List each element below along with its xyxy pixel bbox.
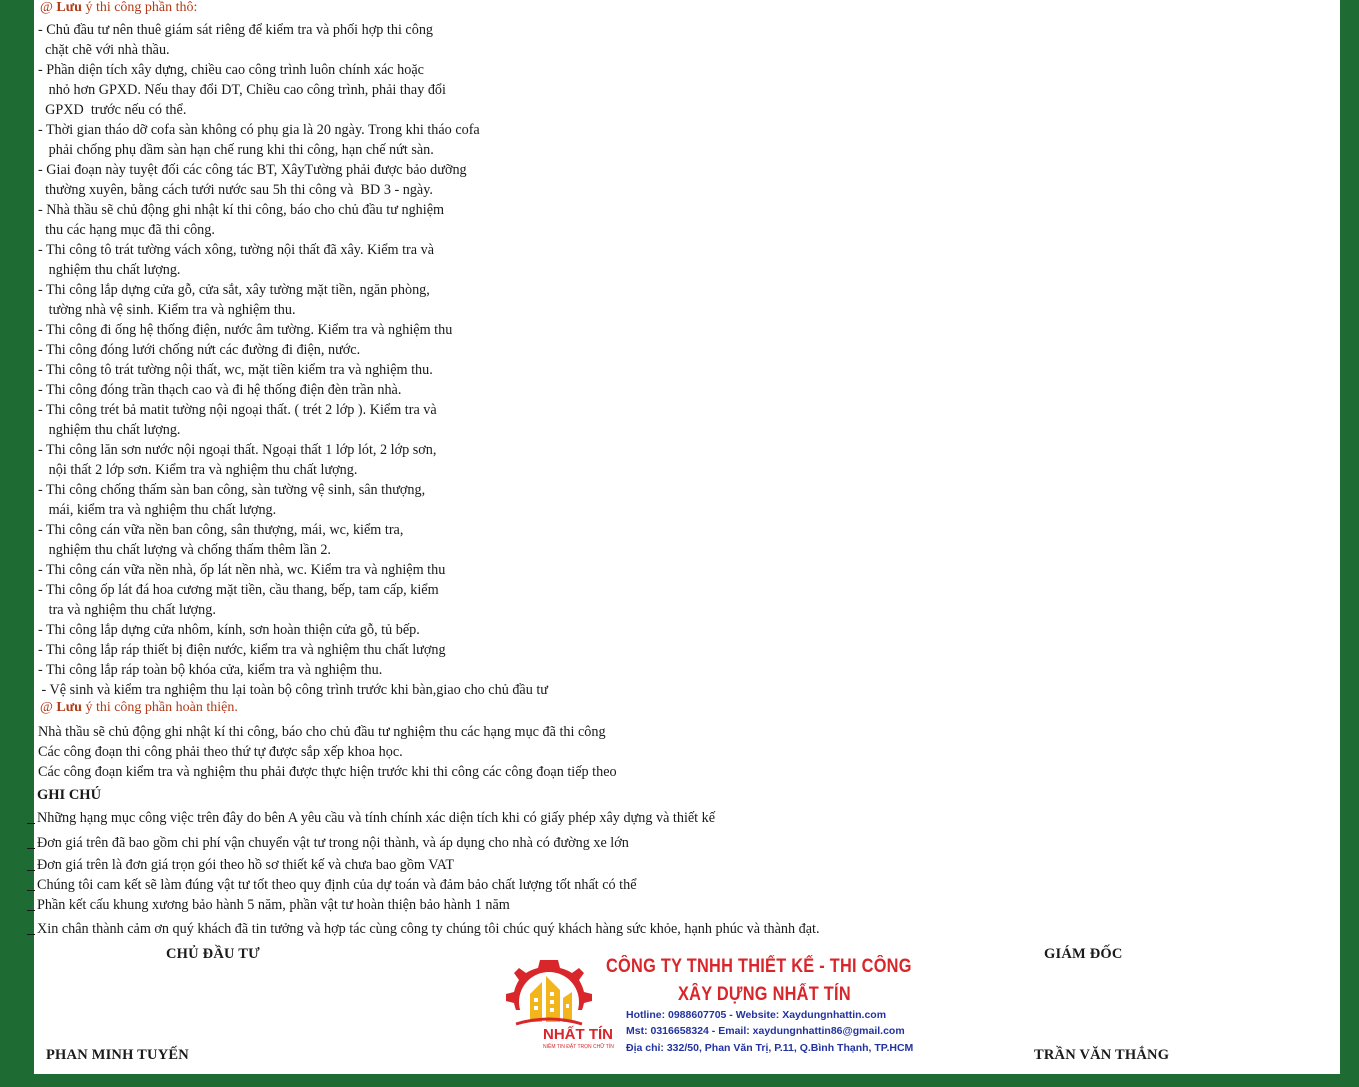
- rough-note-line: - Phần diện tích xây dựng, chiều cao công trình luôn chính xác hoặc: [38, 62, 424, 78]
- director-name: TRẦN VĂN THẮNG: [1034, 1047, 1170, 1063]
- rough-note-line: - Thi công lắp ráp toàn bộ khóa cửa, kiểm tra và nghiệm thu.: [38, 662, 383, 678]
- document-sheet: [34, 0, 1340, 1074]
- rough-note-line: phải chống phụ dầm sàn hạn chế rung khi thi công, hạn chế nứt sàn.: [38, 142, 434, 158]
- row-marker: [27, 823, 35, 824]
- rough-note-line: - Giai đoạn này tuyệt đối các công tác BT, XâyTường phải được bảo dưỡng: [38, 162, 467, 178]
- row-marker: [27, 934, 35, 935]
- heading-rest: ý thi công phần thô:: [81, 0, 198, 15]
- company-name-line1: CÔNG TY TNHH THIẾT KẾ - THI CÔNG: [606, 956, 912, 977]
- rough-note-line: - Thi công lắp dựng cửa gỗ, cửa sắt, xây tường mặt tiền, ngăn phòng,: [38, 282, 430, 298]
- rough-note-line: - Thi công trét bả matit tường nội ngoại thất. ( trét 2 lớp ). Kiểm tra và: [38, 402, 437, 418]
- row-marker: [27, 848, 35, 849]
- rough-note-line: - Thời gian tháo dỡ cofa sàn không có phụ gia là 20 ngày. Trong khi tháo cofa: [38, 122, 480, 138]
- row-marker: [27, 910, 35, 911]
- rough-note-line: nghiệm thu chất lượng.: [38, 422, 181, 438]
- rough-note-line: - Thi công ốp lát đá hoa cương mặt tiền, cầu thang, bếp, tam cấp, kiểm: [38, 582, 439, 598]
- owner-name: PHAN MINH TUYẾN: [46, 1047, 189, 1063]
- row-marker: [27, 890, 35, 891]
- rough-section-heading: [40, 0, 197, 18]
- rough-note-line: - Thi công đóng trần thạch cao và đi hệ thống điện đèn trần nhà.: [38, 382, 402, 398]
- rough-note-line: - Thi công lăn sơn nước nội ngoại thất. Ngoại thất 1 lớp lót, 2 lớp sơn,: [38, 442, 437, 458]
- logo-text: NHẤT TÍN: [543, 1026, 613, 1043]
- rough-note-line: tra và nghiệm thu chất lượng.: [38, 602, 216, 618]
- rough-note-line: - Thi công lắp ráp thiết bị điện nước, kiểm tra và nghiệm thu chất lượng: [38, 642, 446, 658]
- general-note-line: Chúng tôi cam kết sẽ làm đúng vật tư tốt theo quy định của dự toán và đảm bảo chất lượng tốt nhất có thể: [37, 875, 637, 895]
- rough-note-line: - Thi công chống thấm sàn ban công, sàn tường vệ sinh, sân thượng,: [38, 482, 426, 498]
- finish-note-line: Các công đoạn thi công phải theo thứ tự được sắp xếp khoa học.: [38, 744, 403, 760]
- finish-note-line: Nhà thầu sẽ chủ động ghi nhật kí thi công, báo cho chủ đầu tư nghiệm thu các hạng mục đã thi công: [38, 724, 606, 740]
- company-name-line2: XÂY DỰNG NHẤT TÍN: [678, 984, 851, 1005]
- rough-note-line: - Thi công lắp dựng cửa nhôm, kính, sơn hoàn thiện cửa gỗ, tủ bếp.: [38, 622, 420, 638]
- rough-note-line: mái, kiểm tra và nghiệm thu chất lượng.: [38, 502, 277, 518]
- rough-note-line: tường nhà vệ sinh. Kiểm tra và nghiệm thu.: [38, 302, 296, 318]
- rough-note-line: - Thi công tô trát tường vách xông, tường nội thất đã xây. Kiểm tra và: [38, 242, 435, 258]
- general-note-line: Đơn giá trên đã bao gồm chi phí vận chuyển vật tư trong nội thành, và áp dụng cho nhà có đường xe lớn: [37, 833, 629, 853]
- heading-prefix: @: [40, 0, 57, 15]
- company-address: Địa chỉ: 332/50, Phan Văn Trị, P.11, Q.Bình Thạnh, TP.HCM: [626, 1042, 914, 1054]
- logo-slogan: NIỀM TIN ĐẶT TRỌN CHỮ TÍN: [543, 1044, 614, 1050]
- notes-heading: GHI CHÚ: [37, 787, 102, 803]
- rough-note-line: - Thi công tô trát tường nội thất, wc, mặt tiền kiểm tra và nghiệm thu.: [38, 362, 433, 378]
- rough-note-line: nội thất 2 lớp sơn. Kiểm tra và nghiệm thu chất lượng.: [38, 462, 358, 478]
- heading-bold: Lưu: [56, 700, 82, 715]
- finish-section-heading: [40, 698, 238, 718]
- rough-note-line: GPXD trước nếu có thể.: [38, 102, 187, 118]
- general-note-line: Đơn giá trên là đơn giá trọn gói theo hồ sơ thiết kế và chưa bao gồm VAT: [37, 855, 454, 875]
- rough-note-line: - Thi công cán vữa nền nhà, ốp lát nền nhà, wc. Kiểm tra và nghiệm thu: [38, 562, 446, 578]
- rough-note-line: - Thi công đi ống hệ thống điện, nước âm tường. Kiểm tra và nghiệm thu: [38, 322, 453, 338]
- company-hotline: Hotline: 0988607705 - Website: Xaydungnhattin.com: [626, 1009, 887, 1021]
- rough-note-line: - Chủ đầu tư nên thuê giám sát riêng để kiểm tra và phối hợp thi công: [38, 22, 434, 38]
- rough-note-line: nhỏ hơn GPXD. Nếu thay đổi DT, Chiều cao công trình, phải thay đổi: [38, 82, 446, 98]
- finish-note-line: Các công đoạn kiểm tra và nghiệm thu phải được thực hiện trước khi thi công các công đoạn tiếp theo: [38, 764, 617, 780]
- heading-bold: Lưu: [56, 0, 82, 15]
- general-note-line: Xin chân thành cảm ơn quý khách đã tin tưởng và hợp tác cùng công ty chúng tôi chúc quý khách hàng sức khỏe, hạnh phúc và thành đạt.: [37, 919, 820, 939]
- rough-note-line: - Thi công cán vữa nền ban công, sân thượng, mái, wc, kiểm tra,: [38, 522, 404, 538]
- rough-note-line: - Nhà thầu sẽ chủ động ghi nhật kí thi công, báo cho chủ đầu tư nghiệm: [38, 202, 445, 218]
- company-stamp: [486, 954, 914, 1066]
- rough-note-line: nghiệm thu chất lượng và chống thấm thêm lần 2.: [38, 542, 331, 558]
- rough-note-line: thu các hạng mục đã thi công.: [38, 222, 215, 238]
- director-title: GIÁM ĐỐC: [1044, 946, 1123, 962]
- rough-note-line: - Thi công đóng lưới chống nứt các đường đi điện, nước.: [38, 342, 361, 358]
- general-note-line: Phần kết cấu khung xương bảo hành 5 năm, phần vật tư hoàn thiện bảo hành 1 năm: [37, 895, 510, 915]
- rough-note-line: thường xuyên, bằng cách tưới nước sau 5h thi công và BD 3 - ngày.: [38, 182, 433, 198]
- rough-note-line: nghiệm thu chất lượng.: [38, 262, 181, 278]
- heading-rest: ý thi công phần hoàn thiện.: [81, 700, 238, 715]
- rough-note-line: chặt chẽ với nhà thầu.: [38, 42, 170, 58]
- owner-title: CHỦ ĐẦU TƯ: [166, 946, 260, 962]
- row-marker: [27, 870, 35, 871]
- heading-prefix: @: [40, 700, 57, 715]
- general-note-line: Những hạng mục công việc trên đây do bên A yêu cầu và tính chính xác diện tích khi có giấy phép xây dựng và thiết kế: [37, 808, 715, 828]
- company-tax-email: Mst: 0316658324 - Email: xaydungnhattin86@gmail.com: [626, 1025, 905, 1037]
- rough-note-line: - Vệ sinh và kiểm tra nghiệm thu lại toàn bộ công trình trước khi bàn,giao cho chủ đầu tư: [38, 682, 549, 698]
